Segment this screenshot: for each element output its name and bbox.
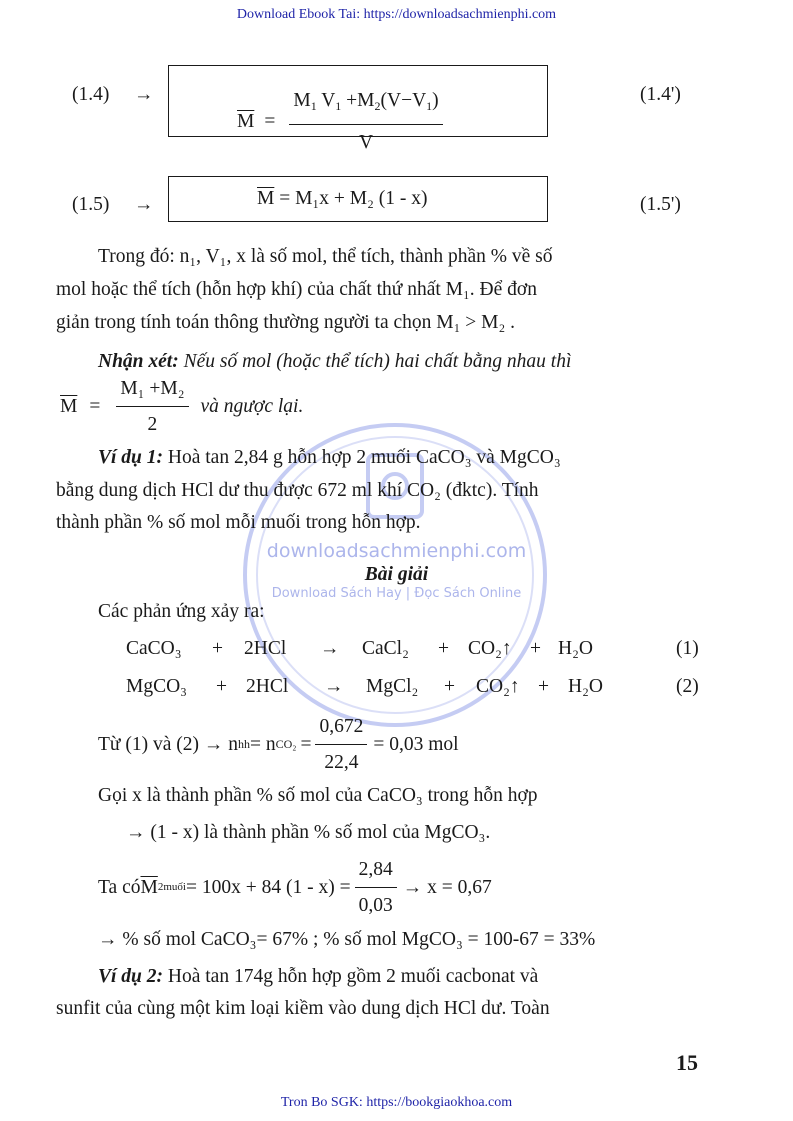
eq-1-5-prime-label: (1.5') (640, 194, 681, 215)
reactions-intro: Các phản ứng xảy ra: (98, 601, 265, 622)
equals-sign: = (264, 111, 276, 132)
arrow-icon: → (134, 194, 154, 215)
calc2-line2: → (1 - x) là thành phần % số mol của MgCO₃. (126, 822, 491, 843)
equals-sign: = (89, 396, 101, 417)
mean-mass-symbol: $\overline{M}$ (257, 188, 275, 209)
calc2-line1: Gọi x là thành phần % số mol của CaCO₃ trong hỗn hợp (98, 785, 538, 806)
arrow-icon: → (134, 84, 154, 105)
ex1-line1: Ví dụ 1: Hoà tan 2,84 g hỗn hợp 2 muối CaCO₃ và MgCO₃ (98, 447, 561, 468)
reaction-2: MgCO₃ + 2HCl → MgCl₂ + CO₂↑ + H₂O (2) (126, 676, 699, 697)
fraction-remark: $\frac{\text{M₁ +M₂}}{2}$ (116, 372, 188, 441)
ex2-line1: Ví dụ 2: Hoà tan 174g hỗn hợp gồm 2 muối cacbonat và (98, 966, 539, 987)
ex1-line2: bằng dung dịch HCl dư thu được 672 ml khí CO₂ (đktc). Tính (56, 480, 539, 501)
calc3-line: Ta có $\overline{M}$ 2muối = 100x + 84 (1 - x) = $\frac{2,84}{0,03}$ → x = 0,67 (98, 853, 492, 922)
eq-1-4-prime-label: (1.4') (640, 84, 681, 105)
formula-1-5-text: = M₁x + M₂ (1 - x) (279, 188, 428, 209)
formula-box-1-5 (168, 176, 548, 222)
header-download-link[interactable]: Download Ebook Tai: https://downloadsachmienphi.com (236, 7, 557, 22)
reaction-1: CaCO₃ + 2HCl → CaCl₂ + CO₂↑ + H₂O (1) (126, 638, 699, 659)
fraction-mass: $\frac{2,84}{0,03}$ (355, 853, 397, 922)
calc1-line: Từ (1) và (2) → n hh = n CO₂ = $\frac{0,672}{22,4}$ = 0,03 mol (98, 710, 459, 779)
ex1-line3: thành phần % số mol mỗi muối trong hỗn hợp. (56, 512, 421, 533)
fraction-mol: $\frac{0,672}{22,4}$ (315, 710, 367, 779)
mean-mass-symbol: $\overline{M}$ (237, 111, 255, 132)
para1-line1: Trong đó: n₁, V₁, x là số mol, thể tích, thành phần % về số (98, 246, 553, 267)
remark-formula (60, 372, 303, 441)
para1-line3: giản trong tính toán thông thường người ta chọn M₁ > M₂ . (56, 312, 516, 333)
watermark-tagline: Download Sách Hay | Đọc Sách Online (271, 586, 522, 601)
footer-sgk-link[interactable]: Tron Bo SGK: https://bookgiaokhoa.com (280, 1095, 513, 1110)
page-number: 15 (676, 1050, 698, 1075)
mean-mass-symbol: $\overline{M}$ (60, 396, 78, 417)
ex2-line2: sunfit của cùng một kim loại kiềm vào dung dịch HCl dư. Toàn (56, 998, 550, 1019)
eq-1-4-label: (1.4) (72, 84, 110, 105)
para1-line2: mol hoặc thể tích (hỗn hợp khí) của chất thứ nhất M₁. Để đơn (56, 279, 537, 300)
ex2-label: Ví dụ 2: (98, 966, 164, 987)
remark-label: Nhận xét: (98, 351, 179, 372)
eq-1-5-label: (1.5) (72, 194, 110, 215)
watermark-site: downloadsachmienphi.com (266, 540, 527, 562)
calc4-line: → % số mol CaCO₃= 67% ; % số mol MgCO₃ = 100-67 = 33% (98, 929, 596, 950)
fraction-1-4: $\frac{M_1 V_1 +M_2(V-V_1)}{V}$ (289, 84, 442, 159)
remark-text: Nếu số mol (hoặc thể tích) hai chất bằng nhau thì (178, 351, 572, 372)
remark-tail: và ngược lại. (200, 396, 304, 417)
formula-box-1-4 (168, 65, 548, 153)
solution-title: Bài giải (364, 564, 429, 585)
ex1-label: Ví dụ 1: (98, 447, 164, 468)
